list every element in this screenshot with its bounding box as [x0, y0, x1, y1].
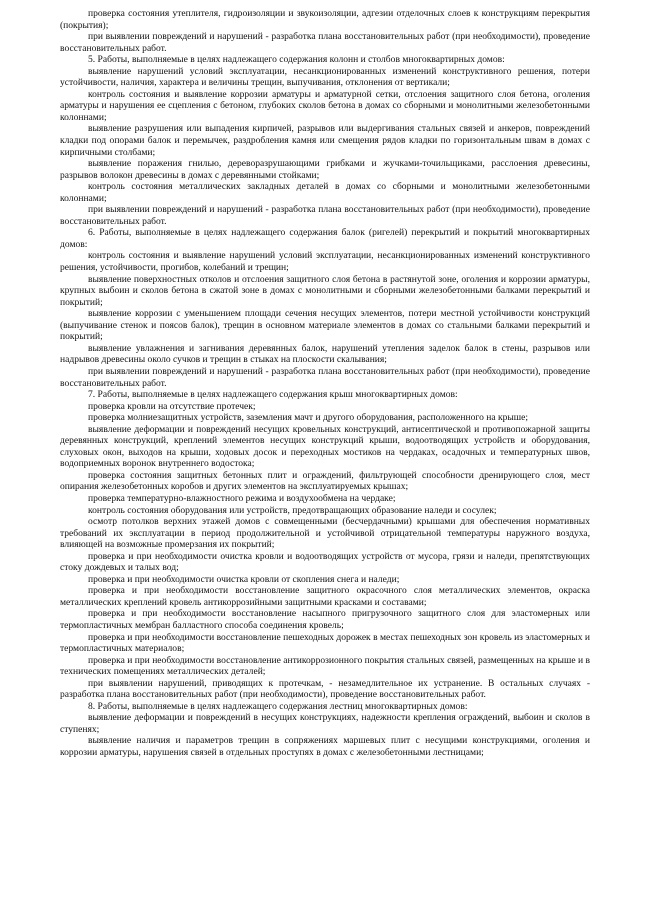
- paragraph: проверка состояния защитных бетонных плит и ограждений, фильтрующей способности дренирующего слоя, мест опирания железобетонных коробов и других элементов на эксплуатируемых крышах;: [60, 469, 590, 493]
- paragraph: проверка и при необходимости очистка кровли от скопления снега и наледи;: [88, 573, 400, 585]
- paragraph: при выявлении повреждений и нарушений - разработка плана восстановительных работ (при необходимости), проведение восстановительных работ.: [60, 31, 590, 54]
- paragraph: выявление разрушения или выпадения кирпичей, разрывов или выдергивания стальных связей и анкеров, повреждений кладки под опорами балок и перемычек, раздробления камня или смещения рядов кладки по горизонтальным швам в домах с кирпичными столбами;: [60, 123, 590, 158]
- paragraph: при выявлении повреждений и нарушений - разработка плана восстановительных работ (при необходимости), проведение восстановительных работ.: [60, 204, 590, 227]
- paragraph: проверка состояния утеплителя, гидроизоляции и звукоизоляции, адгезии отделочных слоев к конструкциям перекрытия (покрытия);: [60, 8, 590, 31]
- paragraph: выявление деформации и повреждений несущих кровельных конструкций, антисептической и противопожарной защиты деревянных конструкций, креплений элементов несущих конструкций крыши, водоотводящих устройств и оборудования, слуховых окон, выходов на крыши, ходовых досок и переходных мостиков на чердаках, осадочных и температурных швов, водоприемных воронок внутреннего водостока;: [60, 423, 590, 470]
- paragraph: контроль состояния и выявление нарушений условий эксплуатации, несанкционированных изменений конструктивного решения, устойчивости, прогибов, колебаний и трещин;: [60, 250, 590, 274]
- paragraph: проверка и при необходимости восстановление антикоррозионного покрытия стальных связей, размещенных на крыше и в технических помещениях металлических деталей;: [60, 654, 590, 678]
- paragraph: контроль состояния оборудования или устройств, предотвращающих образование наледи и сосулек;: [88, 504, 497, 516]
- paragraph: контроль состояния и выявление коррозии арматуры и арматурной сетки, отслоения защитного слоя бетона, оголения арматуры и нарушения ее сцепления с бетоном, глубоких сколов бетона в домах со сборными и монолитными железобетонными колоннами;: [60, 88, 590, 123]
- document-page: [60, 8, 590, 759]
- paragraph: выявление деформации и повреждений в несущих конструкциях, надежности крепления ограждений, выбоин и сколов в ступенях;: [60, 712, 590, 735]
- paragraph: выявление поражения гнилью, дереворазрушающими грибками и жучками-точильщиками, расслоения древесины, разрывов волокон древесины в домах с деревянными стойками;: [60, 158, 590, 181]
- paragraph: при выявлении нарушений, приводящих к протечкам, - незамедлительное их устранение. В остальных случаях - разработка плана восстановительных работ (при необходимости), проведение восстановительных работ.: [60, 677, 590, 701]
- paragraph: выявление нарушений условий эксплуатации, несанкционированных изменений конструктивного решения, потери устойчивости, наличия, характера и величины трещин, выпучивания, отклонения от вертикали;: [60, 65, 590, 89]
- paragraph: проверка и при необходимости восстановление защитного окрасочного слоя металлических элементов, окраска металлических креплений кровель антикоррозийными защитными красками и составами;: [60, 585, 590, 608]
- paragraph: проверка и при необходимости очистка кровли и водоотводящих устройств от мусора, грязи и наледи, препятствующих стоку дождевых и талых вод;: [60, 550, 590, 574]
- section-heading: 8. Работы, выполняемые в целях надлежащего содержания лестниц многоквартирных домов:: [88, 700, 468, 712]
- paragraph: при выявлении повреждений и нарушений - разработка плана восстановительных работ (при необходимости), проведение восстановительных работ.: [60, 365, 590, 389]
- paragraph: проверка молниезащитных устройств, заземления мачт и другого оборудования, расположенного на крыше;: [88, 412, 529, 424]
- section-heading: 7. Работы, выполняемые в целях надлежащего содержания крыш многоквартирных домов:: [88, 389, 458, 401]
- section-heading: 6. Работы, выполняемые в целях надлежащего содержания балок (ригелей) перекрытий и покрытий многоквартирных домов:: [60, 227, 590, 250]
- paragraph: проверка и при необходимости восстановление пешеходных дорожек в местах пешеходных зон кровель из эластомерных и термопластичных материалов;: [60, 631, 590, 655]
- paragraph: контроль состояния металлических закладных деталей в домах со сборными и монолитными железобетонными колоннами;: [60, 181, 590, 204]
- paragraph: выявление увлажнения и загнивания деревянных балок, нарушений утепления заделок балок в стены, разрывов или надрывов древесины около сучков и трещин в стыках на плоскости скалывания;: [60, 342, 590, 366]
- paragraph: выявление наличия и параметров трещин в сопряжениях маршевых плит с несущими конструкциями, оголения и коррозии арматуры, нарушения связей в отдельных проступях в домах с железобетонными лестницами;: [60, 735, 590, 758]
- paragraph: выявление коррозии с уменьшением площади сечения несущих элементов, потери местной устойчивости конструкций (выпучивание стенок и поясов балок), трещин в основном материале элементов в домах со стальными балками перекрытий и покрытий;: [60, 308, 590, 343]
- paragraph: выявление поверхностных отколов и отслоения защитного слоя бетона в растянутой зоне, оголения и коррозии арматуры, крупных выбоин и сколов бетона в сжатой зоне в домах с монолитными и сборными железобетонными балками перекрытий и покрытий;: [60, 273, 590, 308]
- section-heading: 5. Работы, выполняемые в целях надлежащего содержания колонн и столбов многоквартирных домов:: [88, 54, 505, 66]
- paragraph: проверка кровли на отсутствие протечек;: [88, 400, 256, 412]
- paragraph: проверка и при необходимости восстановление насыпного пригрузочного защитного слоя для эластомерных или термопластичных мембран балластного способа соединения кровель;: [60, 608, 590, 631]
- paragraph: осмотр потолков верхних этажей домов с совмещенными (бесчердачными) крышами для обеспечения нормативных требований их эксплуатации в период продолжительной и устойчивой отрицательной температуры наружного воздуха, влияющей на возможные промерзания их покрытий;: [60, 516, 590, 551]
- paragraph: проверка температурно-влажностного режима и воздухообмена на чердаке;: [88, 492, 396, 504]
